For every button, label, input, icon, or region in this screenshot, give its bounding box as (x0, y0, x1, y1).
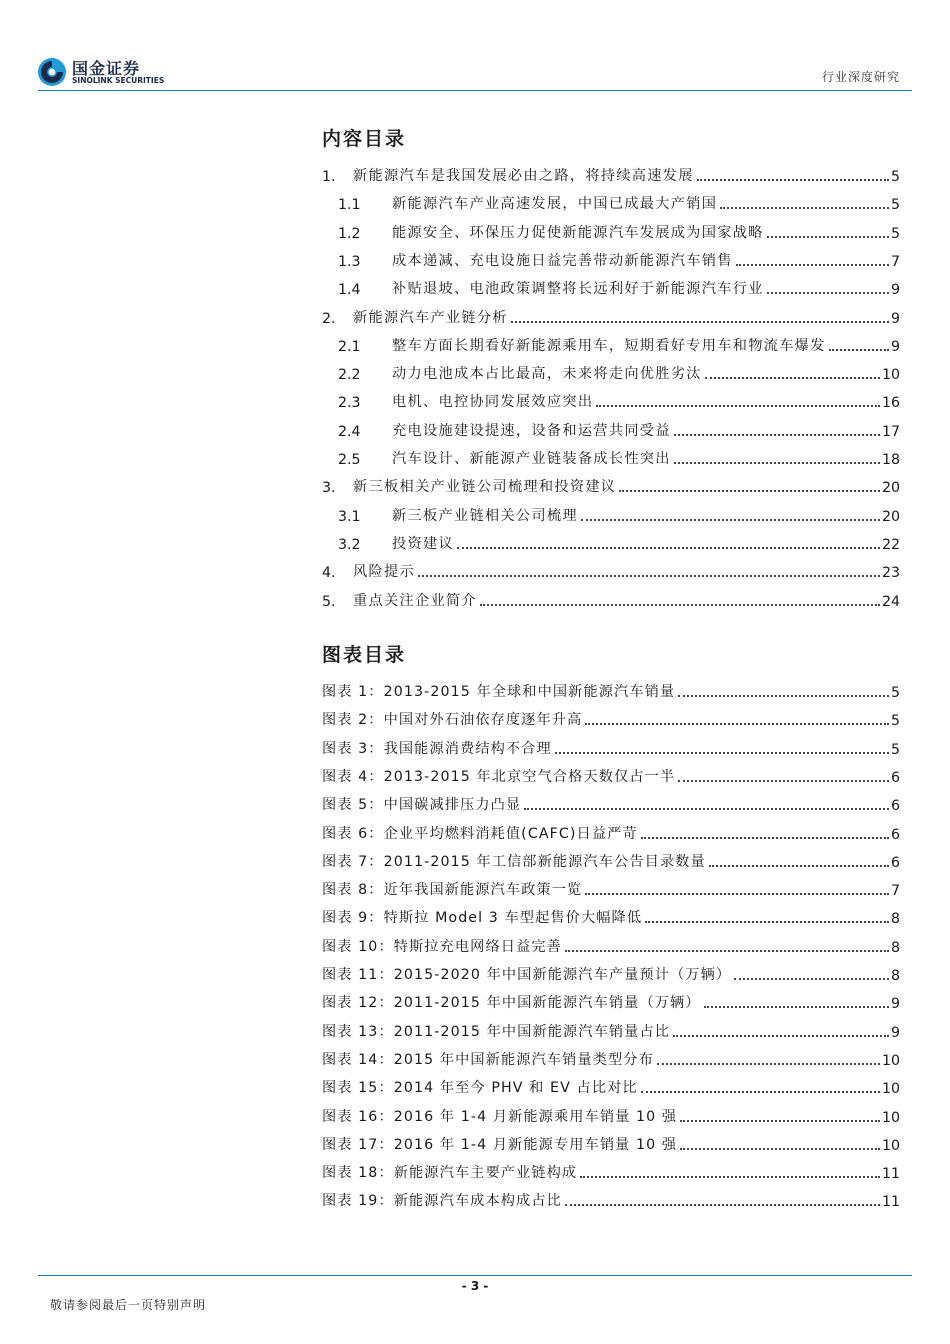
dot-leader (736, 264, 889, 266)
toc-entry-number: 1.4 (338, 282, 361, 299)
toc-entry-title: 新三板产业链相关公司梳理 (392, 507, 578, 524)
toc-entry[interactable] (322, 446, 900, 468)
dot-leader (480, 604, 880, 606)
figure-entry-page: 11 (881, 1166, 900, 1183)
figure-entry[interactable] (322, 990, 900, 1012)
toc-entry-number: 3.2 (338, 536, 361, 553)
figure-entry-page: 10 (881, 1081, 900, 1098)
dot-leader (657, 1063, 880, 1065)
figure-entry[interactable] (322, 679, 900, 701)
dot-leader (645, 921, 889, 923)
toc-entry[interactable] (322, 220, 900, 242)
logo-emblem-icon (36, 56, 68, 88)
figure-entry-title: 图表 8：近年我国新能源汽车政策一览 (322, 882, 583, 899)
figure-entry-page: 6 (890, 826, 900, 843)
figure-entry[interactable] (322, 1104, 900, 1126)
figure-entry-page: 6 (890, 769, 900, 786)
toc-entry-number: 2.3 (338, 395, 361, 412)
toc-entry-page: 17 (881, 423, 900, 440)
toc-entry[interactable] (322, 503, 900, 525)
dot-leader (720, 207, 889, 209)
figure-entry[interactable] (322, 877, 900, 899)
figure-entry[interactable] (322, 1132, 900, 1154)
company-logo (36, 54, 176, 90)
figure-entry-page: 8 (890, 939, 900, 956)
figure-entry-page: 11 (881, 1194, 900, 1211)
toc-entry-number: 2. (322, 310, 336, 327)
toc-entry-title: 整车方面长期看好新能源乘用车，短期看好专用车和物流车爆发 (392, 337, 826, 354)
figure-entry-page: 8 (890, 968, 900, 984)
figure-entry[interactable] (322, 934, 900, 956)
toc-entry-number: 5. (322, 593, 336, 610)
dot-leader (734, 978, 889, 980)
logo-text-cn: 国金证券 (72, 59, 141, 78)
figure-entry-title: 图表 9：特斯拉 Model 3 车型起售价大幅降低 (322, 910, 643, 927)
figure-entry-title: 图表 15：2014 年至今 PHV 和 EV 占比对比 (322, 1080, 638, 1097)
figure-entry-page: 5 (890, 713, 900, 730)
toc-entry-page: 24 (881, 593, 900, 610)
header-divider (38, 90, 912, 91)
dot-leader (596, 405, 880, 407)
dot-leader (678, 780, 889, 782)
figure-entry-title: 图表 1：2013-2015 年全球和中国新能源汽车销量 (322, 684, 676, 700)
toc-entry-page: 5 (890, 197, 900, 214)
figure-entry[interactable] (322, 1019, 900, 1041)
figure-entry-title: 图表 3：我国能源消费结构不合理 (322, 740, 552, 757)
toc-entry-page: 22 (881, 536, 900, 553)
figure-entry-title: 图表 4：2013-2015 年北京空气合格天数仅占一半 (322, 768, 676, 785)
toc-entry-title: 新能源汽车是我国发展必由之路，将持续高速发展 (353, 168, 694, 184)
dot-leader (641, 1091, 880, 1093)
toc-entry[interactable] (322, 191, 900, 213)
dot-leader (418, 575, 880, 577)
dot-leader (680, 1120, 880, 1122)
figure-entry-page: 10 (881, 1137, 900, 1154)
toc-entry-number: 1. (322, 169, 336, 185)
toc-entry[interactable] (322, 333, 900, 355)
dot-leader (457, 547, 880, 549)
dot-leader (704, 1006, 889, 1008)
toc-entry-title: 汽车设计、新能源产业链装备成长性突出 (392, 451, 671, 467)
figure-entry-page: 6 (890, 854, 900, 871)
figure-entry-title: 图表 7：2011-2015 年工信部新能源汽车公告目录数量 (322, 853, 706, 870)
toc-entry-title: 新三板相关产业链公司梳理和投资建议 (353, 479, 617, 496)
logo-text-en: SINOLINK SECURITIES (72, 76, 165, 85)
figure-entry-page: 5 (890, 685, 900, 701)
figure-entry[interactable] (322, 849, 900, 871)
report-type: 行业深度研究 (821, 70, 900, 84)
figure-entry-page: 9 (890, 1024, 900, 1041)
toc-entry-page: 20 (881, 480, 900, 497)
figure-entry-title: 图表 17：2016 年 1-4 月新能源专用车销量 10 强 (322, 1136, 678, 1153)
figure-entry[interactable] (322, 1188, 900, 1210)
toc-entry-title: 能源安全、环保压力促使新能源汽车发展成为国家战略 (392, 224, 764, 241)
figure-entry[interactable] (322, 821, 900, 843)
toc-entry[interactable] (322, 305, 900, 327)
toc-entry-page: 20 (881, 508, 900, 525)
figure-entry-title: 图表 10：特斯拉充电网络日益完善 (322, 938, 562, 955)
dot-leader (829, 349, 889, 351)
figure-entry-title: 图表 11：2015-2020 年中国新能源汽车产量预计（万辆） (322, 967, 732, 983)
toc-entry[interactable] (322, 389, 900, 411)
dot-leader (678, 695, 889, 697)
toc-entry-page: 18 (881, 452, 900, 468)
figure-entry-page: 6 (890, 798, 900, 815)
figure-entry-title: 图表 12：2011-2015 年中国新能源汽车销量（万辆） (322, 995, 701, 1012)
dot-leader (524, 808, 889, 810)
toc-entry-number: 2.2 (338, 367, 361, 384)
toc-entry-title: 成本递减、充电设施日益完善带动新能源汽车销售 (392, 252, 733, 269)
figure-entry[interactable] (322, 1160, 900, 1182)
figure-entry-title: 图表 18：新能源汽车主要产业链构成 (322, 1165, 578, 1182)
dot-leader (565, 950, 889, 952)
toc-entry-page: 16 (881, 395, 900, 412)
figure-entry[interactable] (322, 962, 900, 984)
figures-heading: 图表目录 (322, 644, 407, 666)
figure-entry[interactable] (322, 792, 900, 814)
figure-entry-title: 图表 14：2015 年中国新能源汽车销量类型分布 (322, 1051, 654, 1068)
dot-leader (697, 179, 889, 181)
dot-leader (709, 865, 889, 867)
figure-entry[interactable] (322, 707, 900, 729)
figure-entry[interactable] (322, 736, 900, 758)
toc-entry[interactable] (322, 474, 900, 496)
toc-entry-number: 1.3 (338, 253, 361, 270)
toc-entry-page: 10 (881, 367, 900, 384)
dot-leader (767, 236, 889, 238)
dot-leader (641, 837, 889, 839)
toc-entry-title: 重点关注企业简介 (353, 592, 477, 609)
toc-entry-title: 补贴退坡、电池政策调整将长远利好于新能源汽车行业 (392, 281, 764, 298)
toc-entry[interactable] (322, 588, 900, 610)
toc-entry-number: 3.1 (338, 508, 361, 525)
toc-entry-number: 2.1 (338, 338, 361, 355)
dot-leader (767, 292, 889, 294)
dot-leader (674, 434, 880, 436)
figure-entry-title: 图表 2：中国对外石油依存度逐年升高 (322, 712, 583, 729)
toc-entry-title: 动力电池成本占比最高，未来将走向优胜劣汰 (392, 366, 702, 383)
figure-entry[interactable] (322, 1075, 900, 1097)
toc-entry-page: 5 (890, 225, 900, 242)
dot-leader (565, 1204, 880, 1206)
figure-entry[interactable] (322, 764, 900, 786)
footer-divider (38, 1275, 912, 1276)
footer-disclaimer: 敬请参阅最后一页特别声明 (50, 1298, 207, 1312)
page-number: - 3 - (461, 1279, 489, 1293)
toc-entry-title: 新能源汽车产业高速发展，中国已成最大产销国 (392, 196, 718, 213)
toc-entry[interactable] (322, 248, 900, 270)
dot-leader (580, 1176, 880, 1178)
toc-entry-page: 9 (890, 338, 900, 355)
page-header (0, 0, 950, 100)
figure-entry-title: 图表 16：2016 年 1-4 月新能源乘用车销量 10 强 (322, 1108, 678, 1125)
toc-heading: 内容目录 (322, 128, 407, 150)
toc-entry-number: 4. (322, 565, 336, 582)
toc-entry[interactable] (322, 276, 900, 298)
toc-entry-number: 2.4 (338, 423, 361, 440)
figure-entry-title: 图表 19：新能源汽车成本构成占比 (322, 1193, 562, 1210)
dot-leader (674, 462, 880, 464)
figure-entry-page: 10 (881, 1109, 900, 1126)
toc-entry-title: 新能源汽车产业链分析 (353, 309, 508, 326)
toc-entry-page: 7 (890, 253, 900, 270)
toc-entry-title: 风险提示 (353, 564, 415, 581)
dot-leader (581, 519, 880, 521)
toc-entry-page: 9 (890, 310, 900, 327)
figure-entry-title: 图表 5：中国碳减排压力凸显 (322, 797, 522, 814)
toc-entry[interactable] (322, 531, 900, 553)
toc-entry-number: 3. (322, 480, 336, 497)
toc-entry-title: 电机、电控协同发展效应突出 (392, 394, 594, 411)
dot-leader (511, 321, 889, 323)
figure-entry-page: 10 (881, 1052, 900, 1069)
toc-entry-page: 5 (890, 169, 900, 185)
toc-entry-title: 投资建议 (392, 535, 454, 552)
dot-leader (680, 1148, 880, 1150)
dot-leader (555, 752, 889, 754)
dot-leader (705, 377, 880, 379)
figure-entry-title: 图表 6：企业平均燃料消耗值(CAFC)日益严苛 (322, 825, 638, 842)
figure-entry-page: 9 (890, 996, 900, 1013)
toc-entry-title: 充电设施建设提速，设备和运营共同受益 (392, 422, 671, 439)
figure-entry-page: 7 (890, 883, 900, 900)
figure-entry[interactable] (322, 905, 900, 927)
toc-entry[interactable] (322, 361, 900, 383)
toc-entry-number: 1.1 (338, 197, 361, 214)
toc-entry-page: 23 (881, 565, 900, 582)
dot-leader (585, 723, 889, 725)
dot-leader (619, 490, 880, 492)
figure-entry-page: 5 (890, 741, 900, 758)
toc-entry-page: 9 (890, 282, 900, 299)
toc-entry-number: 1.2 (338, 225, 361, 242)
toc-entry[interactable] (322, 163, 900, 185)
figure-entry-title: 图表 13：2011-2015 年中国新能源汽车销量占比 (322, 1023, 671, 1040)
dot-leader (585, 893, 889, 895)
figure-entry[interactable] (322, 1047, 900, 1069)
figure-entry-page: 8 (890, 911, 900, 928)
toc-entry[interactable] (322, 559, 900, 581)
dot-leader (673, 1035, 889, 1037)
toc-entry-number: 2.5 (338, 452, 361, 468)
toc-entry[interactable] (322, 418, 900, 440)
